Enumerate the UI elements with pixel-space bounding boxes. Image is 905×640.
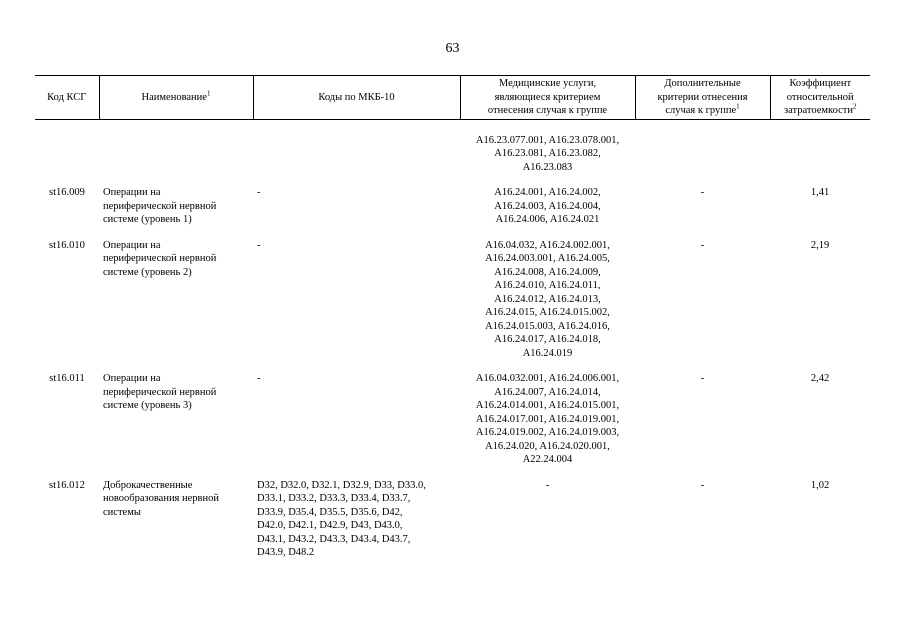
additional-criteria-cell: - (700, 187, 705, 198)
additional-criteria-cell: - (700, 479, 705, 491)
cost-coefficient-cell: 2,42 (810, 373, 830, 384)
footnote-mark: 2 (852, 102, 857, 111)
footnote-mark: 1 (736, 102, 740, 111)
ksg-name-cell: Доброкачественные новообразования нервной системы (103, 479, 219, 518)
ksg-name-cell: Операции на периферической нервной системе (уровень 1) (103, 187, 217, 225)
header-coef: Коэффициент относительной затратоемкости$^2$ (770, 76, 870, 120)
cost-coefficient-cell (770, 119, 870, 174)
footnote-mark: 1 (206, 89, 211, 97)
mkb-codes-cell: D32, D32.0, D32.1, D32.9, D33, D33.0, D33.1, D33.2, D33.3, D33.4, D33.7, D33.9, D35.4, D35.5, D35.6, D42, D42.0, D42.1, D42.9, D43, D43.0, D43.1, D43.2, D43.3, D43.4, D43.7, D43.9, D48.2 (257, 479, 426, 558)
table-row (35, 467, 870, 560)
table-row (35, 119, 870, 174)
cost-coefficient-cell: 2,19 (810, 239, 830, 251)
mkb-codes-cell: - (257, 239, 261, 251)
table-header (35, 76, 870, 120)
header-row (35, 76, 870, 120)
header-mkb: Коды по МКБ-10 (253, 76, 460, 120)
header-services: Медицинские услуги, являющиеся критерием отнесения случая к группе (460, 76, 635, 120)
ksg-table (35, 75, 870, 560)
header-name: Наименование$^1$ (99, 76, 253, 120)
medical-services-cell: A16.04.032, A16.24.002.001, A16.24.003.001, A16.24.005, A16.24.008, A16.24.009, A16.24.010, A16.24.011, A16.24.012, A16.24.013, A16.24.015, A16.24.015.002, A16.24.015.003, A16.24.016, A16.24.017, A16.24.018, A16.24.019 (485, 239, 610, 359)
header-code: Код КСГ (35, 76, 99, 120)
ksg-code-cell (35, 119, 99, 174)
ksg-name-cell: Операции на периферической нервной системе (уровень 2) (103, 239, 217, 278)
additional-criteria-cell: - (700, 239, 705, 251)
ksg-name-cell (99, 119, 253, 174)
mkb-codes-cell (253, 119, 460, 174)
page-number: 63 (445, 41, 460, 56)
ksg-code-cell: st16.009 (49, 187, 85, 198)
header-criteria: Дополнительные критерии отнесения случая к группе$^1$ (635, 76, 770, 120)
ksg-code-cell: st16.010 (49, 239, 85, 251)
cost-coefficient-cell: 1,41 (810, 187, 830, 198)
cost-coefficient-cell: 1,02 (810, 479, 830, 491)
mkb-codes-cell: - (257, 373, 261, 384)
additional-criteria-cell: - (700, 373, 705, 384)
medical-services-cell: A16.23.077.001, A16.23.078.001, A16.23.081, A16.23.082, A16.23.083 (475, 134, 620, 173)
ksg-name-cell: Операции на периферической нервной системе (уровень 3) (103, 373, 217, 411)
table-row (35, 174, 870, 227)
medical-services-cell: A16.04.032.001, A16.24.006.001, A16.24.007, A16.24.014, A16.24.014.001, A16.24.015.001, A16.24.017.001, A16.24.019.001, A16.24.019.002, A16.24.019.003, A16.24.020, A16.24.020.001, A22.24.004 (475, 373, 620, 465)
ksg-code-cell: st16.011 (49, 373, 85, 384)
table-row (35, 227, 870, 361)
ksg-code-cell: st16.012 (49, 479, 85, 491)
table-row (35, 360, 870, 467)
mkb-codes-cell: - (257, 187, 261, 198)
additional-criteria-cell (635, 119, 770, 174)
medical-services-cell: - (545, 479, 550, 491)
table-body (35, 119, 870, 560)
medical-services-cell: A16.24.001, A16.24.002, A16.24.003, A16.24.004, A16.24.006, A16.24.021 (494, 187, 601, 225)
